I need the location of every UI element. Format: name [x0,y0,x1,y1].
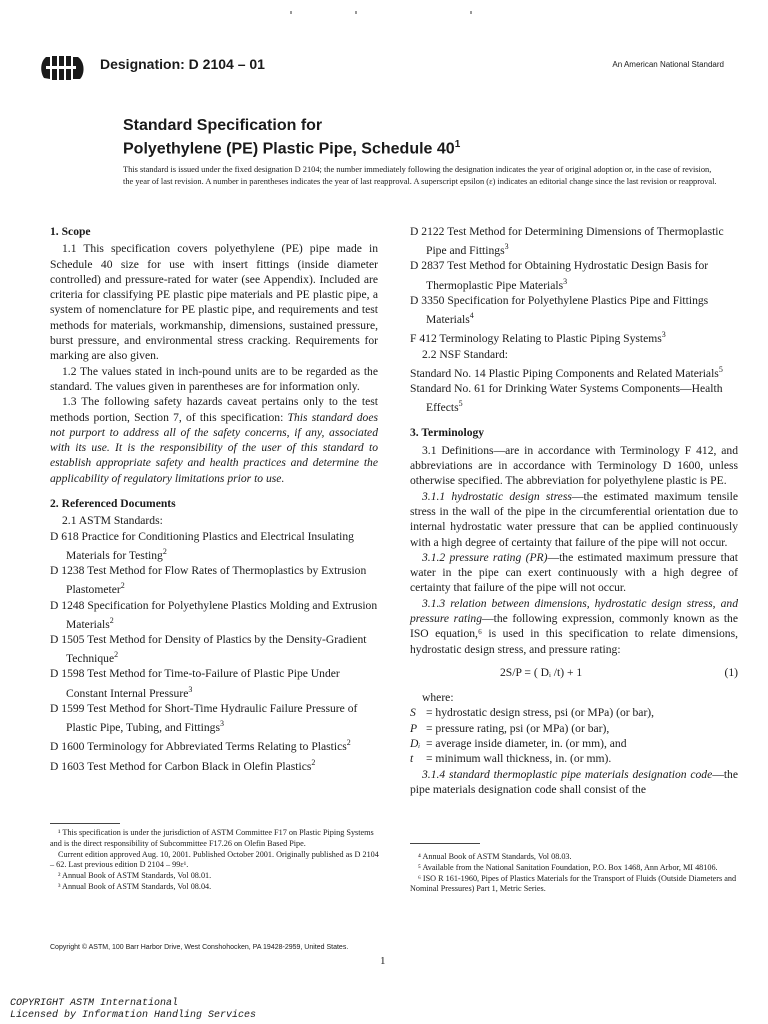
footnotes-left [50,828,380,893]
paragraph-3-1-3: 3.1.3 relation between dimensions, hydrostatic design stress, and pressure rating—the following expression, commonly known as the ISO equation,⁶ is used in this specification to relate dimensions, hydrostatic design stress, and pressure rating: [410,596,738,656]
issuance-note: This standard is issued under the fixed designation D 2104; the number immediately following the designation indicates the year of original adoption or, in the case of revision, the year of last revision. A number in parentheses indicates the year of last reapproval. A superscript epsilon (ε) indicates an editorial change since the last revision or reapproval. [123,165,717,186]
reference-list [50,529,378,774]
reference-item: D 2837 Test Method for Obtaining Hydrostatic Design Basis for Thermoplastic Pipe Materials$^3$ [410,259,709,292]
reference-item: D 1599 Test Method for Short-Time Hydraulic Failure Pressure of Plastic Pipe, Tubing, and Fittings$^3$ [50,701,358,735]
footnote: ⁶ ISO R 161-1960, Pipes of Plastics Materials for the Transport of Fluids (Outside Diameters and Nominal Pressures) Part 1, Metric Series. [410,873,737,894]
national-standard-label: An American National Standard [612,60,724,69]
title-line-2: Polyethylene (PE) Plastic Pipe, Schedule $40^1$ [123,139,461,158]
paragraph-3-1-4: 3.1.4 standard thermoplastic pipe materials designation code—the pipe materials designation code shall consist of the [410,767,738,796]
reference-item: D 1238 Test Method for Flow Rates of Thermoplastics by Extrusion Plastometer$^2$ [50,564,367,597]
reference-item: Standard No. 14 Plastic Piping Components and Related Materials$^5$ [410,364,723,380]
footnote: ¹ This specification is under the jurisdiction of ASTM Committee F17 on Plastic Piping Systems and is the direct responsibility of Subcommittee F17.26 on Olefin Based Pipe. [50,828,374,848]
paragraph-1-2: 1.2 The values stated in inch-pound units are to be regarded as the standard. The values given in parentheses are for information only. [50,364,378,393]
symbol-definition: S = hydrostatic design stress, psi (or MPa) (or bar), [410,706,655,720]
paragraph-3-1-1: 3.1.1 hydrostatic design stress—the estimated maximum tensile stress in the wall of the pipe in the circumferential orientation due to internal hydrostatic water pressure that can be applied continuously with a high degree of certainty that failure of the pipe will not occur. [410,489,738,549]
footnote: ⁴ Annual Book of ASTM Standards, Vol 08.03. [418,852,572,861]
right-column [410,224,738,797]
iso-equation [410,665,738,680]
reference-item: D 1598 Test Method for Time-to-Failure of Plastic Pipe Under Constant Internal Pressure$^3$ [50,667,340,700]
title-line-1: Standard Specification for [123,117,323,134]
astm-logo-icon [38,52,90,84]
reference-item: D 2122 Test Method for Determining Dimensions of Thermoplastic Pipe and Fittings$^3$ [410,225,724,258]
reference-item: D 3350 Specification for Polyethylene Plastics Pipe and Fittings Materials$^4$ [410,293,709,327]
section-heading-referenced: 2. Referenced Documents [50,497,176,511]
designation: Designation: D 2104 – 01 [100,56,265,72]
symbol-list [410,705,738,766]
reference-item: D 1505 Test Method for Density of Plastics by the Density-Gradient Technique$^2$ [50,633,367,666]
reference-item: D 1603 Test Method for Carbon Black in Olefin Plastics$^2$ [50,757,316,773]
footnote: ³ Annual Book of ASTM Standards, Vol 08.04. [58,881,212,891]
paragraph-3-1-2: 3.1.2 pressure rating (PR)—the estimated maximum pressure that water in the pipe can exert continuously with a high degree of certainty that failure of the pipe will not occur. [410,550,739,595]
symbol-definition: Dᵢ = average inside diameter, in. (or mm), and [410,737,627,751]
left-column [50,224,378,774]
scan-mark [355,11,357,14]
footnote-divider [50,823,120,824]
nsf-reference-list [410,362,738,416]
where-label: where: [422,691,454,705]
symbol-definition: t = minimum wall thickness, in. (or mm). [410,752,612,766]
reference-item: D 1600 Terminology for Abbreviated Terms Relating to Plastics$^2$ [50,738,351,754]
paragraph-1-1: 1.1 This specification covers polyethylene (PE) pipe made in Schedule 40 size for use with insert fittings (inside diameter controlled) and pressure-rated for water (see Appendix). Included are criteria for classifying PE plastic pipe materials and PE plastic pipe, a system of nomenclature for PE plastic pipe, and requirements and test methods for materials, workmanship, dimensions, sustained pressure, burst pressure, and environmental stress cracking. Requirements for marking are also given. [50,242,378,363]
reference-item: Standard No. 61 for Drinking Water Systems Components—Health Effects$^5$ [410,381,723,415]
footnote: ⁵ Available from the National Sanitation Foundation, P.O. Box 1468, Ann Arbor, MI 48106. [418,862,718,872]
reference-item: D 1248 Specification for Polyethylene Plastics Molding and Extrusion Materials$^2$ [50,598,378,631]
nsf-standard-label: 2.2 NSF Standard: [422,347,508,361]
license-stamp: COPYRIGHT ASTM International Licensed by Information Handling Services [10,998,257,1021]
footnote-divider [410,843,480,844]
scan-mark [290,11,292,14]
reference-list-continued [410,224,738,347]
footnotes-right [410,852,740,895]
section-heading-scope: 1. Scope [50,225,91,238]
equation-text: 2S/P = ( Dᵢ /t) + 1 [500,665,583,679]
scan-mark [470,11,472,14]
paragraph-1-3: 1.3 The following safety hazards caveat pertains only to the test methods portion, Section 7, of this specification: This standard does not purport to address all of the safety concerns, if any, associated with its use. It is the responsibility of the user of this standard to establish appropriate safety and health practices and determine the applicability of regulatory limitations prior to use. [50,395,378,485]
astm-standards-label: 2.1 ASTM Standards: [62,514,163,528]
reference-item: D 618 Practice for Conditioning Plastics and Electrical Insulating Materials for Testing$^2$ [50,529,354,562]
footnote: Current edition approved Aug. 10, 2001. Published October 2001. Originally published as D 2104 – 62. Last previous edition D 2104 – 99ε¹. [50,849,379,870]
copyright-line: Copyright © ASTM, 100 Barr Harbor Drive, West Conshohocken, PA 19428-2959, United States. [50,944,349,951]
footnote: ² Annual Book of ASTM Standards, Vol 08.01. [58,871,212,881]
paragraph-3-1: 3.1 Definitions—are in accordance with Terminology F 412, and abbreviations are in accordance with Terminology D 1600, unless otherwise specified. The abbreviation for polyethylene plastic is PE. [410,443,738,488]
document-title [123,116,460,158]
equation-number: (1) [724,665,738,679]
symbol-definition: P = pressure rating, psi (or MPa) (or bar), [410,721,610,735]
reference-item: F 412 Terminology Relating to Plastic Piping Systems$^3$ [410,330,666,346]
page-number: 1 [380,955,386,967]
section-heading-terminology: 3. Terminology [410,426,485,440]
